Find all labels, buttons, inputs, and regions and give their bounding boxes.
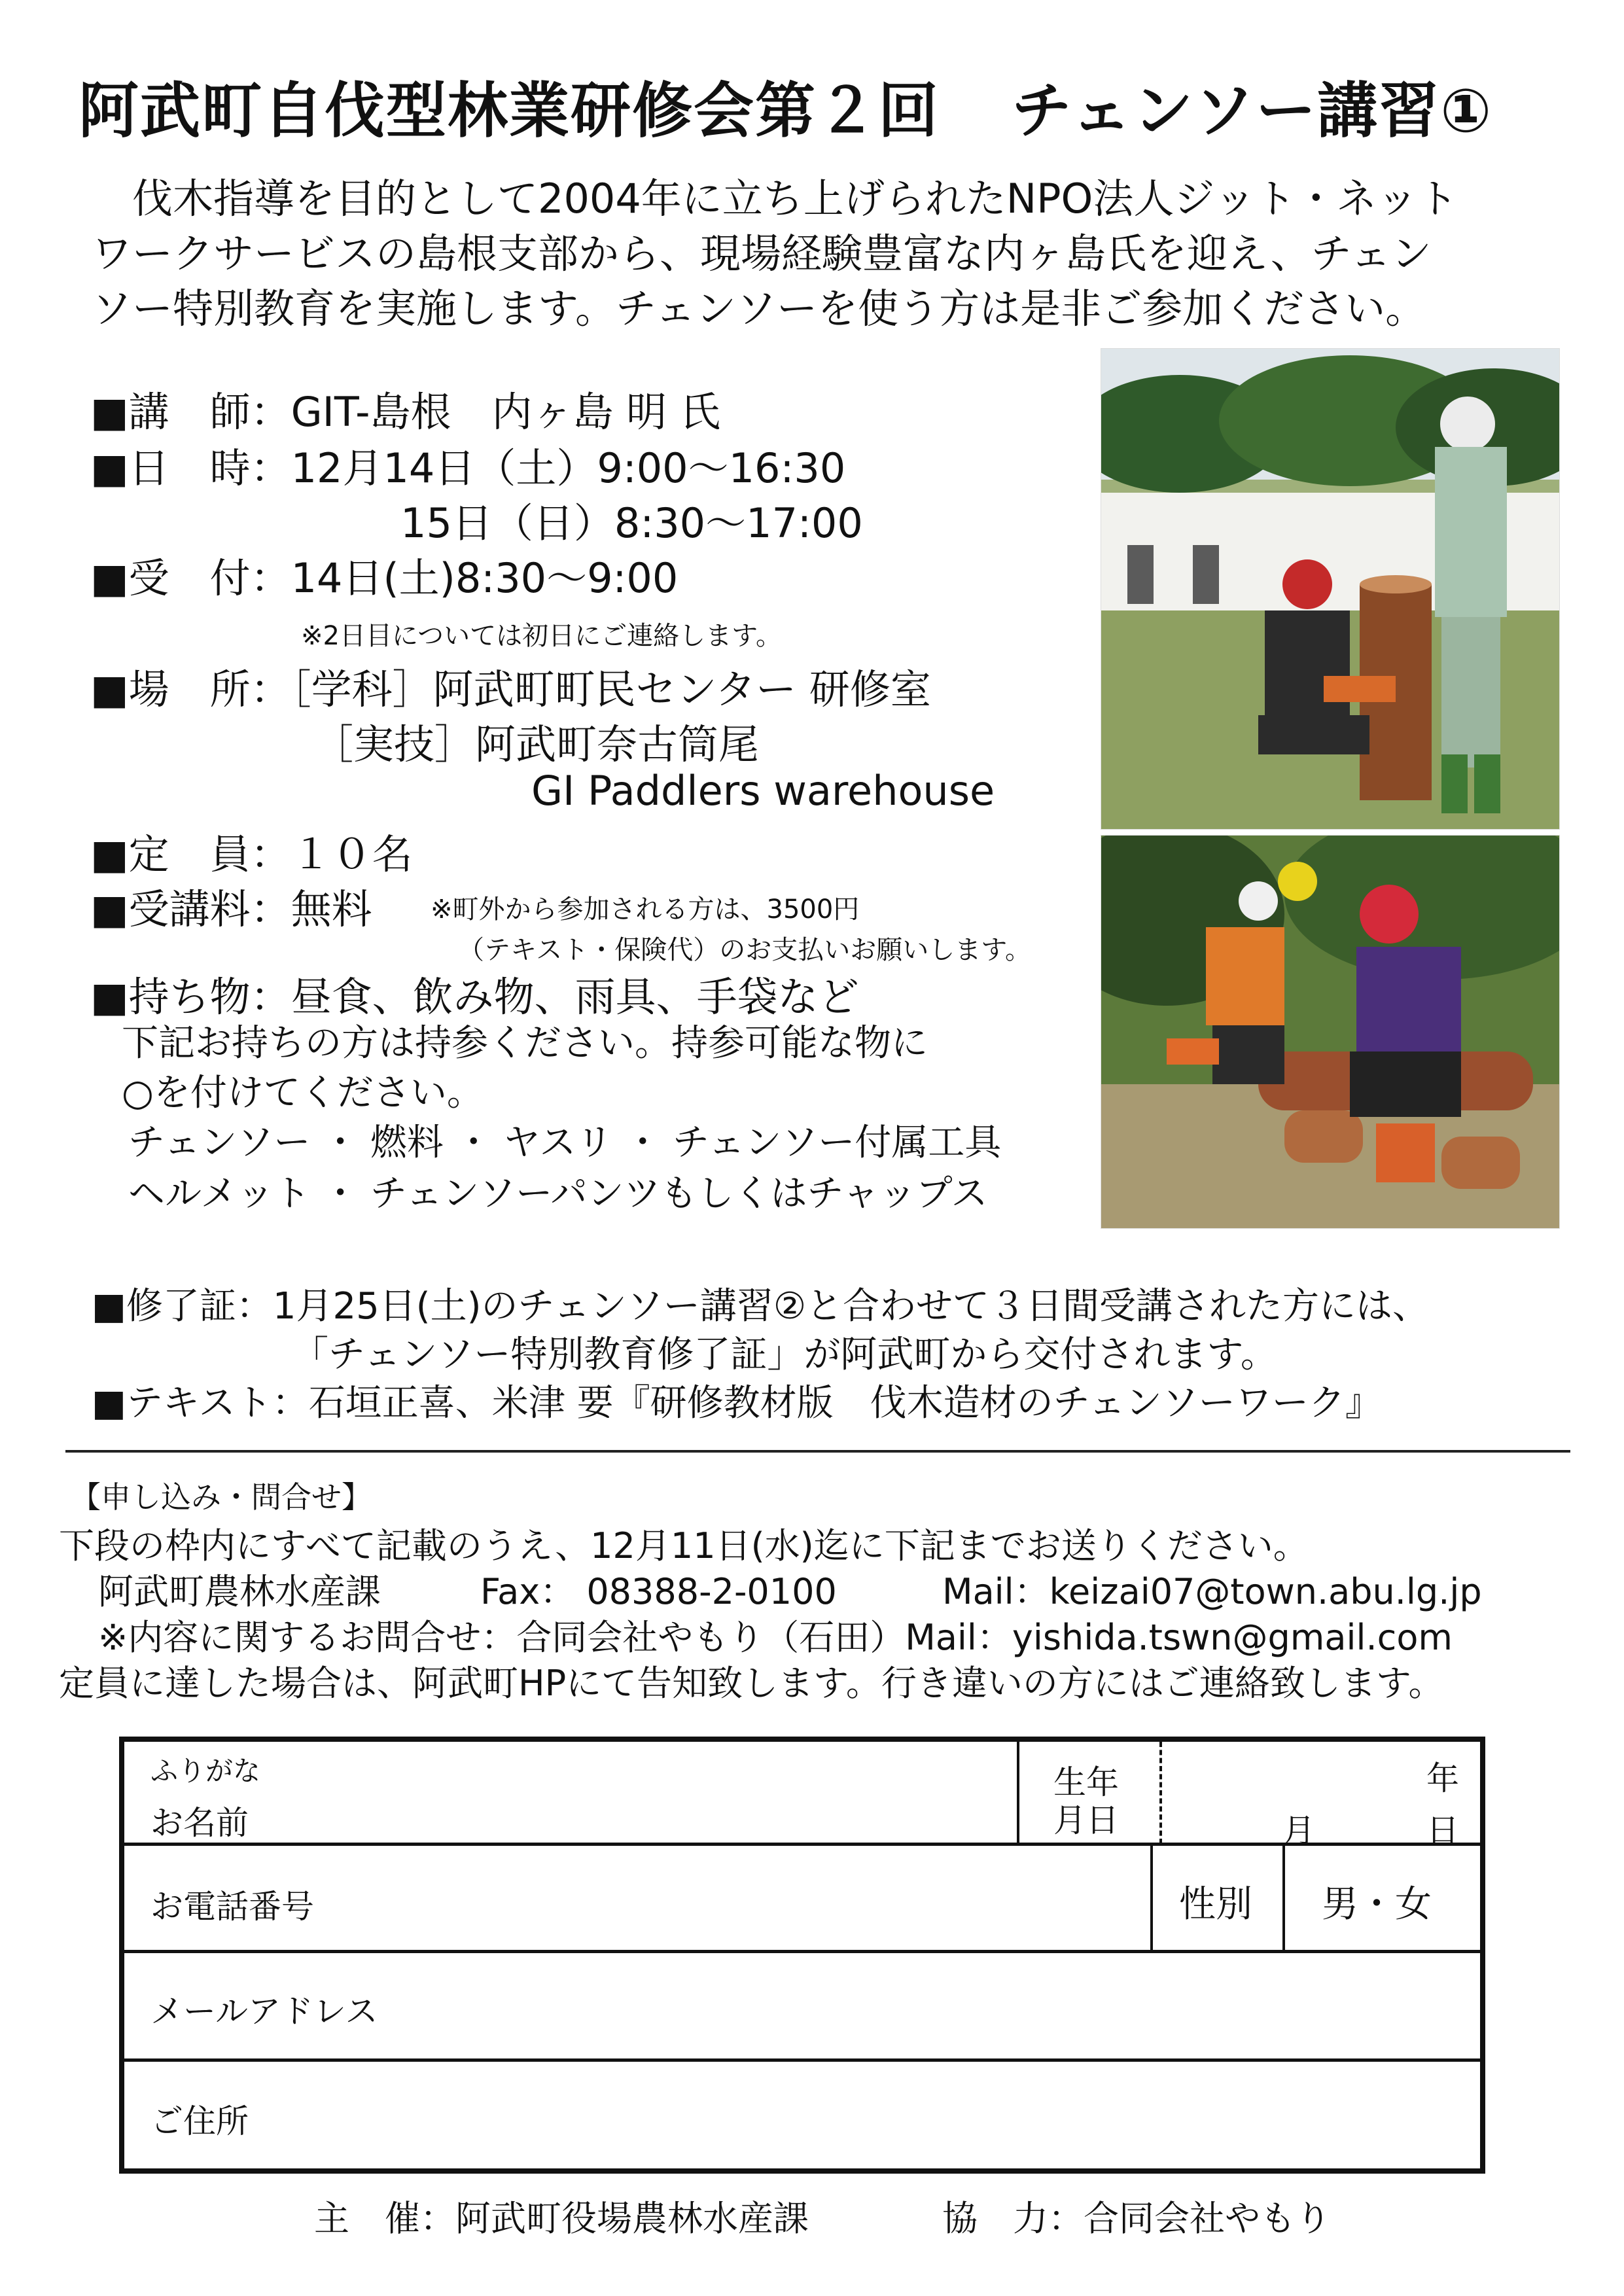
- items-note-1: 下記お持ちの方は持参ください。持参可能な物に: [122, 1022, 928, 1065]
- fee-note-1: ※町外から参加される方は、3500円: [431, 894, 860, 925]
- form-email-field[interactable]: [399, 1964, 1459, 2049]
- contact-fax: Fax： 08388-2-0100: [480, 1571, 837, 1612]
- items-label: ■持ち物：: [90, 973, 291, 1021]
- form-gender-options[interactable]: 男・女: [1322, 1883, 1432, 1926]
- form-day-label: 日: [1426, 1812, 1459, 1850]
- reception-label: ■受 付：: [90, 554, 291, 602]
- items-note-2: ○を付けてください。: [122, 1072, 484, 1114]
- form-email-label: メールアドレス: [150, 1992, 378, 2030]
- venue-warehouse: GI Paddlers warehouse: [531, 767, 995, 815]
- form-row-divider-2: [124, 1950, 1480, 1953]
- form-name-field[interactable]: [399, 1761, 1001, 1833]
- fee-note-2: （テキスト・保険代）のお支払いお願いします。: [458, 935, 1031, 965]
- items-list-2: ヘルメット ・ チェンソーパンツもしくはチャップス: [128, 1173, 988, 1215]
- datetime-row: [90, 436, 845, 494]
- reception-value: 14日(土)8:30～9:00: [291, 554, 679, 602]
- reception-note: ※2日目については初日にご連絡します。: [301, 621, 782, 651]
- certificate-label: ■修了証：: [92, 1285, 273, 1328]
- form-col-divider-gender: [1150, 1844, 1153, 1951]
- form-address-label: ご住所: [150, 2102, 249, 2140]
- instructor-value: GIT-島根 内ヶ島 明 氏: [291, 388, 720, 436]
- textbook-row: [92, 1374, 1382, 1426]
- footer-cooperation: 協 力：合同会社やもり: [942, 2198, 1331, 2239]
- venue-label: ■場 所：: [90, 665, 291, 713]
- form-furigana-label: ふりがな: [150, 1755, 261, 1787]
- certificate-row: [92, 1277, 1429, 1330]
- datetime-day2: 15日（日）8:30～17:00: [400, 499, 863, 547]
- contact-inquiry: ※内容に関するお問合せ：合同会社やもり（石田）Mail：yishida.tswn@gmail.com: [98, 1617, 1453, 1658]
- capacity-row: [90, 822, 413, 880]
- textbook-label: ■テキスト：: [92, 1382, 309, 1424]
- form-birth-label-1: 生年: [1053, 1763, 1119, 1801]
- divider: [65, 1450, 1570, 1453]
- title-sub: チェンソー講習①: [1012, 76, 1493, 146]
- fee-row: [90, 877, 372, 935]
- contact-heading: 【申し込み・問合せ】: [71, 1479, 372, 1515]
- venue-practical: ［実技］阿武町奈古筒尾: [313, 720, 760, 768]
- page-title: [79, 63, 1492, 149]
- reception-row: [90, 546, 678, 604]
- form-name-label: お名前: [150, 1804, 249, 1842]
- textbook-value: 石垣正喜、米津 要『研修教材版 伐木造材のチェンソーワーク』: [308, 1382, 1382, 1424]
- certificate-line-2: 「チェンソー特別教育修了証」が阿武町から交付されます。: [292, 1333, 1277, 1376]
- datetime-label: ■日 時：: [90, 444, 291, 492]
- contact-dept: 阿武町農林水産課: [98, 1571, 381, 1612]
- photo-chainsaw-training-1: [1101, 348, 1560, 830]
- instructor-label: ■講 師：: [90, 388, 291, 436]
- form-col-divider-birth: [1017, 1742, 1019, 1844]
- items-list-1: チェンソー ・ 燃料 ・ ヤスリ ・ チェンソー付属工具: [128, 1122, 1002, 1164]
- intro-line-3: ソー特別教育を実施します。チェンソーを使う方は是非ご参加ください。: [92, 285, 1426, 332]
- form-col-divider-birth-dashed: [1159, 1742, 1162, 1844]
- intro-paragraph: [92, 171, 1551, 336]
- venue-lecture: ［学科］阿武町町民センター 研修室: [291, 665, 931, 713]
- intro-line-1: 伐木指導を目的として2004年に立ち上げられたNPO法人ジット・ネット: [132, 175, 1458, 222]
- form-address-field[interactable]: [399, 2073, 1459, 2158]
- datetime-day1: 12月14日（土）9:00～16:30: [291, 444, 846, 492]
- capacity-label: ■定 員：: [90, 830, 291, 878]
- form-row-divider-3: [124, 2058, 1480, 2062]
- photo-chainsaw-training-2: [1101, 835, 1560, 1229]
- form-birth-label-2: 月日: [1053, 1801, 1119, 1839]
- form-phone-field[interactable]: [399, 1857, 1132, 1942]
- application-form: [119, 1737, 1485, 2174]
- items-value: 昼食、飲み物、雨具、手袋など: [291, 973, 859, 1021]
- contact-line-1: 下段の枠内にすべて記載のうえ、12月11日(水)迄に下記までお送りください。: [59, 1525, 1309, 1566]
- form-row-divider-1: [124, 1843, 1480, 1846]
- form-gender-label: 性別: [1179, 1883, 1252, 1926]
- form-col-divider-gender-2: [1282, 1844, 1285, 1951]
- form-year-label: 年: [1426, 1759, 1459, 1797]
- footer-host: 主 催：阿武町役場農林水産課: [314, 2198, 809, 2239]
- contact-mail: Mail：keizai07@town.abu.lg.jp: [942, 1571, 1482, 1612]
- fee-label: ■受講料：: [90, 885, 291, 933]
- fee-value: 無料: [291, 885, 372, 933]
- certificate-line-1: 1月25日(土)のチェンソー講習②と合わせて３日間受講された方には、: [272, 1285, 1430, 1328]
- instructor-row: [90, 380, 720, 438]
- form-phone-label: お電話番号: [150, 1888, 314, 1926]
- contact-notice: 定員に達した場合は、阿武町HPにて告知致します。行き違いの方にはご連絡致します。: [59, 1663, 1444, 1704]
- intro-line-2: ワークサービスの島根支部から、現場経験豊富な内ヶ島氏を迎え、チェン: [92, 230, 1432, 277]
- venue-row: [90, 657, 931, 715]
- capacity-value: １０名: [291, 830, 413, 878]
- title-main: 阿武町自伐型林業研修会第２回: [79, 76, 940, 146]
- form-month-label: 月: [1282, 1812, 1315, 1850]
